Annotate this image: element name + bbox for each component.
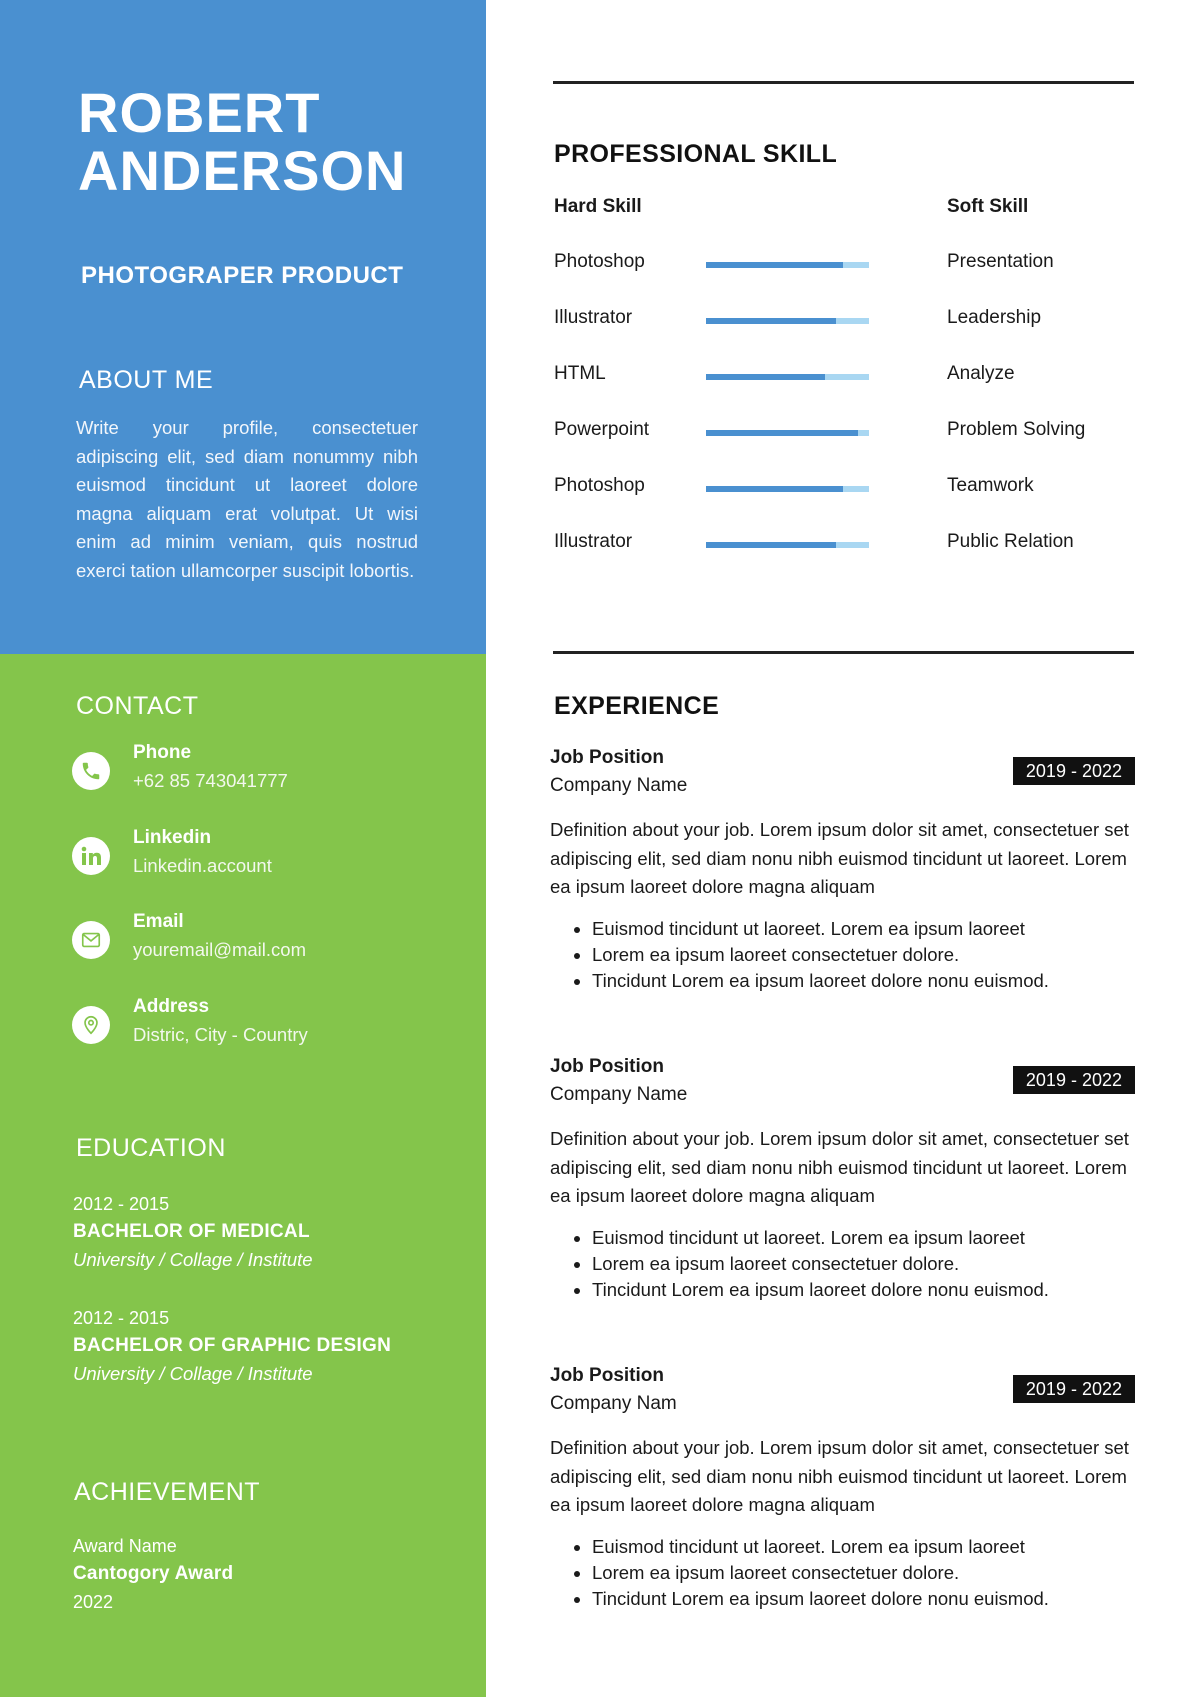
skill-level-bar	[706, 430, 869, 436]
skill-level-fill	[706, 486, 843, 492]
award-category: Cantogory Award	[73, 1563, 234, 1584]
location-pin-icon	[72, 1006, 110, 1044]
job-company: Company Name	[550, 1084, 688, 1105]
job-position: Job Position	[550, 1056, 664, 1077]
linkedin-icon	[72, 837, 110, 875]
full-name	[78, 81, 407, 202]
skill-row	[554, 419, 1154, 449]
phone-icon	[72, 752, 110, 790]
contact-label: Email	[133, 911, 184, 932]
first-name: ROBERT	[78, 81, 321, 144]
award-name: Award Name	[73, 1536, 177, 1556]
contact-value: Distric, City - Country	[133, 1024, 308, 1045]
skill-row	[554, 363, 1154, 393]
contact-label: Phone	[133, 742, 192, 763]
soft-skill-name: Teamwork	[947, 475, 1034, 496]
header-panel	[0, 0, 486, 654]
skill-level-bar	[706, 262, 869, 268]
skill-level-fill	[706, 430, 858, 436]
job-bullet: • Tincidunt Lorem ea ipsum laoreet dolore nonu euismod.	[592, 1586, 1135, 1612]
education-years: 2012 - 2015	[73, 1194, 170, 1214]
job-bullet: • Lorem ea ipsum laoreet consectetuer dolore.	[592, 1251, 1135, 1277]
skill-row	[554, 307, 1154, 337]
job-title: PHOTOGRAPER PRODUCT	[81, 262, 404, 289]
contact-label: Address	[133, 996, 210, 1017]
job-bullet: • Euismod tincidunt ut laoreet. Lorem ea ipsum laoreet	[592, 916, 1135, 942]
education-degree: BACHELOR OF GRAPHIC DESIGN	[73, 1335, 392, 1356]
soft-skill-name: Analyze	[947, 363, 1015, 384]
soft-skill-name: Public Relation	[947, 531, 1074, 552]
award-year: 2022	[73, 1592, 114, 1612]
contact-value: +62 85 743041777	[133, 770, 288, 791]
about-text: Write your profile, consectetuer adipiscing elit, sed diam nonummy nibh euismod tincidunt ut laoreet dolore magna aliquam erat volutpat. Ut wisi enim ad minim veniam, quis nostrud exerci tation ullamcorper suscipit lobortis.	[76, 417, 418, 581]
hard-skill-name: Photoshop	[554, 251, 645, 272]
achievement-title: ACHIEVEMENT	[74, 1478, 261, 1506]
job-bullet: • Euismod tincidunt ut laoreet. Lorem ea ipsum laoreet	[592, 1225, 1135, 1251]
achievement-item	[73, 1532, 473, 1616]
job-bullet-list	[550, 1534, 1135, 1612]
job-dates-badge: 2019 - 2022	[1013, 1375, 1135, 1403]
skill-row	[554, 251, 1154, 281]
job-position: Job Position	[550, 747, 664, 768]
education-years: 2012 - 2015	[73, 1308, 170, 1328]
skill-row	[554, 475, 1154, 505]
skill-level-fill	[706, 542, 836, 548]
job-company: Company Nam	[550, 1393, 677, 1414]
job-entry	[550, 1362, 1135, 1612]
job-bullet-list	[550, 1225, 1135, 1303]
job-description: Definition about your job. Lorem ipsum dolor sit amet, consectetuer set adipiscing elit, sed diam nonu nibh euismod tincidunt ut laoreet. Lorem ea ipsum laoreet dolore magna aliquam	[550, 1437, 1129, 1515]
sidebar-panel	[0, 654, 486, 1697]
hard-skill-heading: Hard Skill	[554, 196, 642, 217]
job-description: Definition about your job. Lorem ipsum dolor sit amet, consectetuer set adipiscing elit, sed diam nonu nibh euismod tincidunt ut laoreet. Lorem ea ipsum laoreet dolore magna aliquam	[550, 819, 1129, 897]
skill-row	[554, 531, 1154, 561]
divider	[553, 81, 1134, 84]
soft-skill-heading: Soft Skill	[947, 196, 1029, 217]
hard-skill-name: Powerpoint	[554, 419, 650, 440]
skill-level-fill	[706, 374, 825, 380]
contact-title: CONTACT	[76, 692, 199, 720]
job-description: Definition about your job. Lorem ipsum dolor sit amet, consectetuer set adipiscing elit, sed diam nonu nibh euismod tincidunt ut laoreet. Lorem ea ipsum laoreet dolore magna aliquam	[550, 1128, 1129, 1206]
education-item	[73, 1304, 473, 1388]
job-company: Company Name	[550, 775, 688, 796]
contact-value: Linkedin.account	[133, 855, 272, 876]
job-entry	[550, 744, 1135, 994]
soft-skill-name: Presentation	[947, 251, 1054, 272]
job-bullet: • Lorem ea ipsum laoreet consectetuer dolore.	[592, 1560, 1135, 1586]
job-bullet: • Tincidunt Lorem ea ipsum laoreet dolore nonu euismod.	[592, 1277, 1135, 1303]
education-school: University / Collage / Institute	[73, 1249, 313, 1270]
contact-value: youremail@mail.com	[133, 939, 306, 960]
education-title: EDUCATION	[76, 1134, 226, 1162]
soft-skill-name: Leadership	[947, 307, 1042, 328]
education-school: University / Collage / Institute	[73, 1363, 313, 1384]
contact-phone	[72, 742, 452, 806]
hard-skill-name: Illustrator	[554, 307, 633, 328]
skill-level-bar	[706, 542, 869, 548]
skill-level-fill	[706, 262, 843, 268]
experience-title: EXPERIENCE	[554, 692, 720, 720]
contact-linkedin	[72, 827, 452, 891]
skill-level-bar	[706, 318, 869, 324]
education-degree: BACHELOR OF MEDICAL	[73, 1221, 310, 1242]
education-item	[73, 1190, 473, 1274]
skills-title: PROFESSIONAL SKILL	[554, 140, 838, 168]
hard-skill-name: Photoshop	[554, 475, 645, 496]
contact-email	[72, 911, 452, 975]
skill-level-bar	[706, 486, 869, 492]
job-bullet: • Euismod tincidunt ut laoreet. Lorem ea ipsum laoreet	[592, 1534, 1135, 1560]
job-dates-badge: 2019 - 2022	[1013, 1066, 1135, 1094]
soft-skill-name: Problem Solving	[947, 419, 1086, 440]
job-bullet: • Lorem ea ipsum laoreet consectetuer dolore.	[592, 942, 1135, 968]
email-icon	[72, 921, 110, 959]
hard-skill-name: Illustrator	[554, 531, 633, 552]
contact-label: Linkedin	[133, 827, 212, 848]
divider	[553, 651, 1134, 654]
skill-level-bar	[706, 374, 869, 380]
hard-skill-name: HTML	[554, 363, 606, 384]
contact-address	[72, 996, 452, 1060]
job-position: Job Position	[550, 1365, 664, 1386]
job-bullet-list	[550, 916, 1135, 994]
skill-level-fill	[706, 318, 836, 324]
last-name: ANDERSON	[78, 139, 407, 202]
job-bullet: • Tincidunt Lorem ea ipsum laoreet dolore nonu euismod.	[592, 968, 1135, 994]
about-title: ABOUT ME	[79, 366, 214, 394]
job-entry	[550, 1053, 1135, 1303]
job-dates-badge: 2019 - 2022	[1013, 757, 1135, 785]
